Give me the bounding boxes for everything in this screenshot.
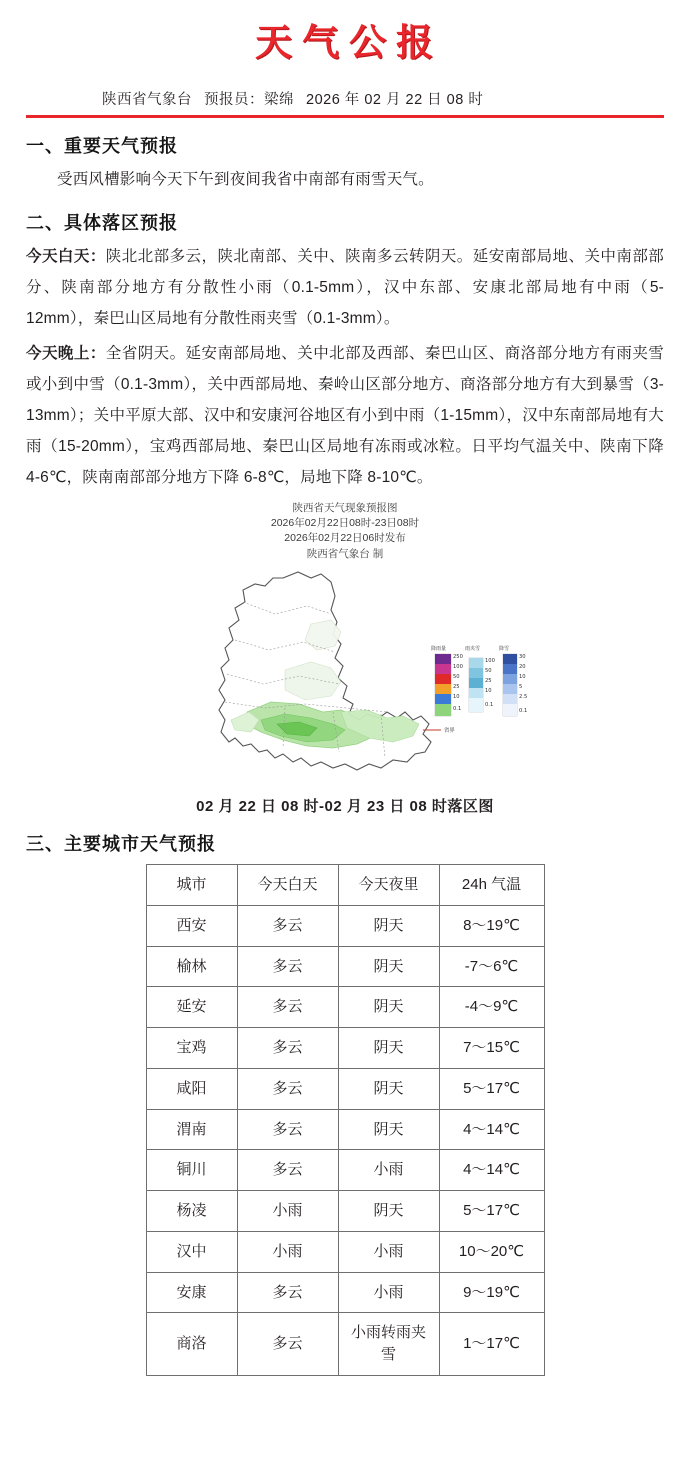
cell-day: 多云 <box>237 946 338 987</box>
cell-city: 汉中 <box>146 1231 237 1272</box>
svg-text:0.1: 0.1 <box>453 705 462 712</box>
table-row <box>146 905 544 946</box>
table-body <box>146 905 544 1375</box>
cell-city: 安康 <box>146 1272 237 1313</box>
cell-city: 渭南 <box>146 1109 237 1150</box>
svg-text:50: 50 <box>453 673 460 680</box>
svg-text:0.1: 0.1 <box>519 707 528 714</box>
daytime-text: 陕北北部多云，陕北南部、关中、陕南多云转阴天。延安南部局地、关中南部部分、陕南部分地方有分散性小雨（0.1-5mm），汉中东部、安康北部局地有中雨（5-12mm），秦巴山区局地有分散性雨夹雪（0.1-3mm）。 <box>26 248 664 327</box>
map-graphic <box>135 562 555 794</box>
cell-night: 阴天 <box>338 987 439 1028</box>
svg-text:雨夹雪: 雨夹雪 <box>465 645 481 652</box>
svg-text:省界: 省界 <box>444 727 455 734</box>
cell-night: 小雨 <box>338 1231 439 1272</box>
cell-temp: 4～14℃ <box>439 1109 544 1150</box>
cell-day: 多云 <box>237 987 338 1028</box>
byline-block <box>26 88 664 118</box>
svg-text:25: 25 <box>453 683 460 690</box>
cell-city: 西安 <box>146 905 237 946</box>
svg-text:250: 250 <box>453 653 463 660</box>
table-row <box>146 946 544 987</box>
svg-text:25: 25 <box>485 677 492 684</box>
svg-text:10: 10 <box>519 673 526 680</box>
section-heading-3: 三、主要城市天气预报 <box>26 834 216 854</box>
map-caption-line-1: 陕西省天气现象预报图 <box>292 502 398 514</box>
map-caption-line-2: 2026年02月22日08时-23日08时 <box>270 517 420 530</box>
shaanxi-province-map-svg <box>135 562 555 794</box>
night-text: 全省阴天。延安南部局地、关中北部及西部、秦巴山区、商洛部分地方有雨夹雪或小到中雪（0.1-3mm），关中西部局地、秦岭山区部分地方、商洛部分地方有大到暴雪（3-13mm）；关中平原大部、汉中和安康河谷地区有小到中雨（1-15mm），汉中东南部局地有大雨（15-20mm），宝鸡西部局地、秦巴山区局地有冻雨或冰粒。日平均气温关中、陕南下降 4-6℃，陕南南部部分地方下降 6-8℃，局地下降 8-10℃。 <box>26 345 664 486</box>
cell-city: 杨凌 <box>146 1191 237 1232</box>
cell-city: 宝鸡 <box>146 1028 237 1069</box>
cell-city: 铜川 <box>146 1150 237 1191</box>
cell-night: 阴天 <box>338 1109 439 1150</box>
cell-night: 小雨 <box>338 1150 439 1191</box>
header-temp: 24h 气温 <box>439 865 544 906</box>
cell-temp: -7～6℃ <box>439 946 544 987</box>
table-row <box>146 1068 544 1109</box>
cell-temp: 1～17℃ <box>439 1313 544 1376</box>
document-body <box>26 132 664 1376</box>
city-forecast-table <box>146 864 545 1376</box>
forecast-map-figure <box>26 499 664 816</box>
header-day: 今天白天 <box>237 865 338 906</box>
byline-forecaster-label: 预报员： <box>204 92 264 108</box>
cell-night: 阴天 <box>338 1028 439 1069</box>
cell-temp: 7～15℃ <box>439 1028 544 1069</box>
cell-city: 延安 <box>146 987 237 1028</box>
cell-night: 小雨转雨夹雪 <box>338 1313 439 1376</box>
table-row <box>146 987 544 1028</box>
cell-day: 多云 <box>237 905 338 946</box>
cell-day: 多云 <box>237 1150 338 1191</box>
cell-temp: 8～19℃ <box>439 905 544 946</box>
table-header-row <box>146 865 544 906</box>
svg-text:0.1: 0.1 <box>485 701 494 708</box>
night-label: 今天晚上： <box>26 345 106 362</box>
figure-caption: 02 月 22 日 08 时-02 月 23 日 08 时落区图 <box>196 798 494 815</box>
svg-text:降雪: 降雪 <box>499 645 510 652</box>
byline-org: 陕西省气象台 <box>102 92 192 108</box>
cell-day: 多云 <box>237 1109 338 1150</box>
svg-text:5: 5 <box>519 683 523 690</box>
table-row <box>146 1231 544 1272</box>
cell-day: 多云 <box>237 1272 338 1313</box>
cell-city: 榆林 <box>146 946 237 987</box>
svg-text:30: 30 <box>519 653 526 660</box>
map-box <box>135 499 555 789</box>
cell-night: 阴天 <box>338 946 439 987</box>
svg-text:50: 50 <box>485 667 492 674</box>
city-forecast-table-wrap <box>26 864 664 1376</box>
cell-city: 商洛 <box>146 1313 237 1376</box>
cell-temp: 4～14℃ <box>439 1150 544 1191</box>
cell-night: 小雨 <box>338 1272 439 1313</box>
table-row <box>146 1191 544 1232</box>
table-row <box>146 1028 544 1069</box>
header-city: 城市 <box>146 865 237 906</box>
map-caption-line-4: 陕西省气象台 制 <box>306 547 384 560</box>
cell-temp: 5～17℃ <box>439 1068 544 1109</box>
daytime-forecast-paragraph <box>26 241 664 334</box>
cell-night: 阴天 <box>338 905 439 946</box>
map-legend <box>423 645 527 734</box>
svg-text:降雨量: 降雨量 <box>431 645 447 652</box>
cell-temp: 5～17℃ <box>439 1191 544 1232</box>
table-header <box>146 865 544 906</box>
cell-temp: -4～9℃ <box>439 987 544 1028</box>
table-row <box>146 1272 544 1313</box>
map-caption-top <box>135 499 555 562</box>
svg-text:2.5: 2.5 <box>519 693 528 700</box>
svg-text:20: 20 <box>519 663 526 670</box>
title-block <box>0 0 690 76</box>
byline-datetime: 2026 年 02 月 22 日 08 时 <box>306 92 484 108</box>
daytime-label: 今天白天： <box>26 248 106 265</box>
section-heading-1: 一、重要天气预报 <box>26 136 178 156</box>
night-forecast-paragraph <box>26 338 664 493</box>
cell-night: 阴天 <box>338 1068 439 1109</box>
section-1-paragraph: 受西风槽影响今天下午到夜间我省中南部有雨雪天气。 <box>57 171 434 188</box>
cell-temp: 9～19℃ <box>439 1272 544 1313</box>
cell-city: 咸阳 <box>146 1068 237 1109</box>
byline-forecaster: 梁绵 <box>264 92 294 108</box>
svg-text:100: 100 <box>453 663 463 670</box>
cell-day: 小雨 <box>237 1191 338 1232</box>
cell-day: 多云 <box>237 1028 338 1069</box>
header-night: 今天夜里 <box>338 865 439 906</box>
cell-temp: 10～20℃ <box>439 1231 544 1272</box>
table-row <box>146 1150 544 1191</box>
page-title: 天气公报 <box>255 21 443 64</box>
map-caption-line-3: 2026年02月22日06时发布 <box>284 532 406 545</box>
svg-text:10: 10 <box>485 687 492 694</box>
table-row <box>146 1109 544 1150</box>
section-heading-2: 二、具体落区预报 <box>26 213 178 233</box>
cell-day: 多云 <box>237 1313 338 1376</box>
cell-night: 阴天 <box>338 1191 439 1232</box>
table-row <box>146 1313 544 1376</box>
byline <box>26 88 664 109</box>
svg-text:10: 10 <box>453 693 460 700</box>
cell-day: 多云 <box>237 1068 338 1109</box>
svg-text:100: 100 <box>485 657 495 664</box>
cell-day: 小雨 <box>237 1231 338 1272</box>
